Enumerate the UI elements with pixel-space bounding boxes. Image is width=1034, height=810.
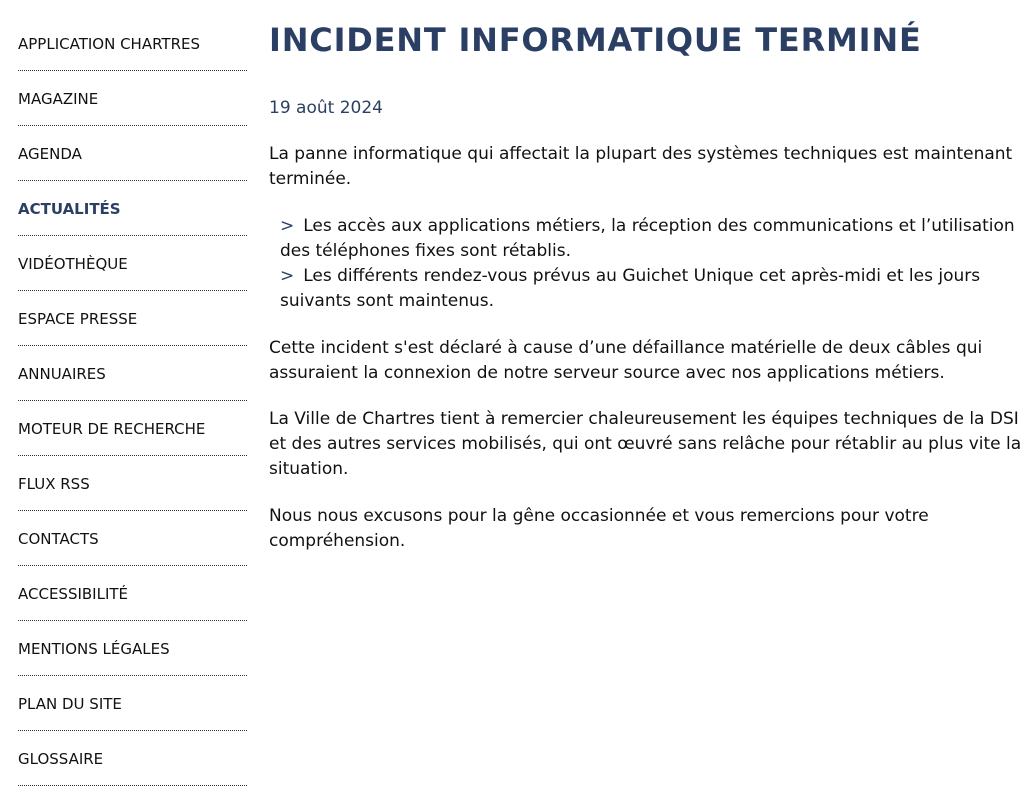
sidebar-item-plan-du-site[interactable] <box>18 676 247 731</box>
sidebar-item-label[interactable]: AGENDA <box>18 145 82 163</box>
sidebar-item-mentions-legales[interactable] <box>18 621 247 676</box>
sidebar-item-label[interactable]: CONTACTS <box>18 530 99 548</box>
sidebar-nav <box>18 16 247 786</box>
list-item <box>280 214 1025 264</box>
sidebar-item-label[interactable]: FLUX RSS <box>18 475 90 493</box>
sidebar-item-label[interactable]: GLOSSAIRE <box>18 750 104 768</box>
sidebar-item-espace-presse[interactable] <box>18 291 247 346</box>
sidebar-item-agenda[interactable] <box>18 126 247 181</box>
sidebar-item-flux-rss[interactable] <box>18 456 247 511</box>
article-bullet-list <box>280 214 1025 314</box>
sidebar-item-videotheque[interactable] <box>18 236 247 291</box>
article-paragraph-thanks: La Ville de Chartres tient à remercier chaleureusement les équipes techniques de la DSI et des autres services mobilisés, qui ont œuvré sans relâche pour rétablir au plus vite la situation. <box>269 409 1022 479</box>
sidebar-item-label[interactable]: MOTEUR DE RECHERCHE <box>18 420 206 438</box>
bullet-text: Les accès aux applications métiers, la réception des communications et l’utilisation des téléphones fixes sont rétablis. <box>280 216 1015 261</box>
article-paragraph-apology: Nous nous excusons pour la gêne occasionnée et vous remercions pour votre compréhension. <box>269 506 929 551</box>
sidebar-item-label[interactable]: ACTUALITÉS <box>18 200 121 218</box>
sidebar-item-label[interactable]: MAGAZINE <box>18 90 99 108</box>
page-title: INCIDENT INFORMATIQUE TERMINÉ <box>269 21 922 59</box>
sidebar-item-label[interactable]: VIDÉOTHÈQUE <box>18 255 128 273</box>
sidebar-item-actualites[interactable] <box>18 181 247 236</box>
sidebar-item-application-chartres[interactable] <box>18 16 247 71</box>
sidebar-item-label[interactable]: MENTIONS LÉGALES <box>18 640 170 658</box>
article-intro: La panne informatique qui affectait la plupart des systèmes techniques est maintenant terminée. <box>269 144 1013 189</box>
sidebar-item-accessibilite[interactable] <box>18 566 247 621</box>
sidebar-item-annuaires[interactable] <box>18 346 247 401</box>
article-paragraph-cause: Cette incident s'est déclaré à cause d’une défaillance matérielle de deux câbles qui assuraient la connexion de notre serveur source avec nos applications métiers. <box>269 338 983 383</box>
sidebar-item-label[interactable]: ESPACE PRESSE <box>18 310 138 328</box>
list-item <box>280 264 1025 314</box>
sidebar-item-glossaire[interactable] <box>18 731 247 786</box>
sidebar-item-contacts[interactable] <box>18 511 247 566</box>
sidebar-item-label[interactable]: ANNUAIRES <box>18 365 106 383</box>
article-date: 19 août 2024 <box>269 98 383 118</box>
chevron-right-icon: > <box>280 266 295 286</box>
sidebar-item-magazine[interactable] <box>18 71 247 126</box>
sidebar-item-label[interactable]: ACCESSIBILITÉ <box>18 585 129 603</box>
bullet-text: Les différents rendez-vous prévus au Guichet Unique cet après-midi et les jours suivants sont maintenus. <box>280 266 981 311</box>
chevron-right-icon: > <box>280 216 295 236</box>
article-content <box>269 18 1025 554</box>
sidebar-item-label[interactable]: APPLICATION CHARTRES <box>18 35 201 53</box>
sidebar-item-moteur-de-recherche[interactable] <box>18 401 247 456</box>
sidebar-item-label[interactable]: PLAN DU SITE <box>18 695 122 713</box>
